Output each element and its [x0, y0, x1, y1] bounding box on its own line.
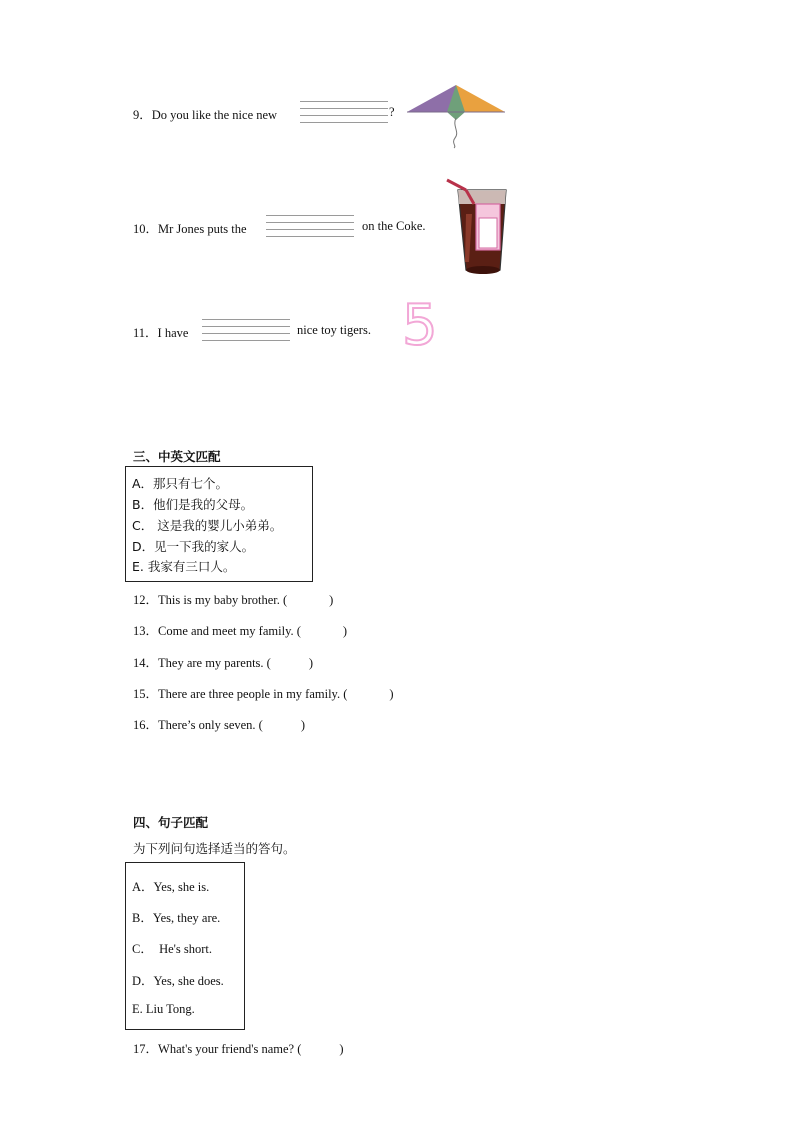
option-c: C． He's short. [132, 942, 213, 956]
question-12: 12．This is my baby brother. ( ) [133, 593, 334, 607]
question-9 [133, 105, 277, 123]
question-number: 15． [133, 687, 159, 701]
question-text-end: on the Coke. [362, 219, 426, 233]
question-number: 12． [133, 593, 159, 607]
option-e: E. Liu Tong. [132, 1002, 195, 1016]
option-d: D．Yes, she does. [132, 974, 224, 988]
question-text-end: ? [389, 105, 395, 119]
question-text: Mr Jones puts the [158, 222, 247, 236]
question-17: 17．What's your friend's name? ( ) [133, 1042, 344, 1056]
option-b: B．他们是我的父母。 [132, 497, 254, 512]
question-text-end: nice toy tigers. [297, 323, 371, 337]
option-e: E. 我家有三口人。 [132, 559, 236, 574]
question-text: This is my baby brother. ( [158, 593, 288, 607]
question-14: 14．They are my parents. ( ) [133, 656, 313, 670]
question-text: What's your friend's name? ( [158, 1042, 302, 1056]
question-number: 11． [133, 326, 158, 340]
option-b: B．Yes, they are. [132, 911, 221, 925]
straw [447, 180, 466, 190]
section-title: 四、句子匹配 [133, 815, 209, 830]
question-text: They are my parents. ( [158, 656, 271, 670]
question-number: 9． [133, 108, 152, 122]
option-a: A．Yes, she is. [132, 880, 210, 894]
question-number: 17． [133, 1042, 159, 1056]
question-number: 16． [133, 718, 159, 732]
question-number: 14． [133, 656, 159, 670]
question-16: 16．There’s only seven. ( ) [133, 718, 306, 732]
section-title: 三、中英文匹配 [133, 449, 221, 464]
kite-picture [405, 82, 507, 150]
question-10 [133, 219, 247, 237]
question-number: 13． [133, 624, 159, 638]
coke-glass-picture [444, 174, 510, 276]
question-13: 13．Come and meet my family. ( ) [133, 624, 348, 638]
answer-writing-lines[interactable] [300, 101, 388, 123]
option-d: D．见一下我的家人。 [132, 539, 255, 554]
kite-string [454, 118, 457, 148]
section-instruction: 为下列问句选择适当的答句。 [133, 841, 296, 856]
digit-five-picture: 5 [402, 293, 438, 358]
question-number: 10． [133, 222, 159, 236]
question-text: There are three people in my family. ( [158, 687, 348, 701]
question-text: I have [157, 326, 189, 340]
question-text: There’s only seven. ( [158, 718, 263, 732]
question-text: Do you like the nice new [151, 108, 278, 122]
answer-writing-lines[interactable] [202, 319, 290, 341]
answer-writing-lines[interactable] [266, 215, 354, 237]
option-a: A．那只有七个。 [132, 476, 229, 491]
question-text: Come and meet my family. ( [158, 624, 301, 638]
option-c: C． 这是我的婴儿小弟弟。 [132, 518, 283, 533]
question-11 [133, 323, 188, 341]
question-15: 15．There are three people in my family. ( ) [133, 687, 394, 701]
